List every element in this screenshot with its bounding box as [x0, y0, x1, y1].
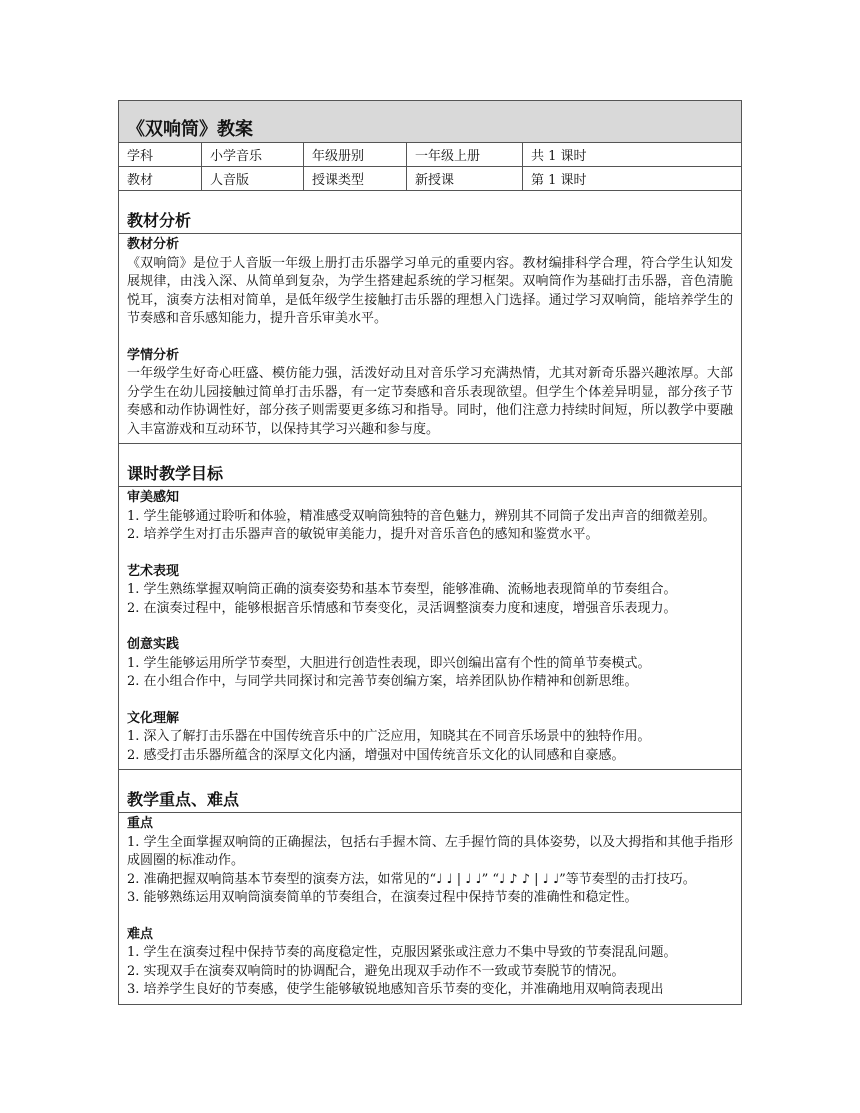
total-periods: 共 1 课时: [523, 143, 742, 167]
subject-value: 小学音乐: [202, 143, 304, 167]
goal-item: 1. 学生能够通过聆听和体验，精准感受双响筒独特的音色魅力，辨别其不同筒子发出声音的细微差别。: [127, 508, 716, 524]
keypoint-item: 3. 能够熟练运用双响筒演奏简单的节奏组合，在演奏过程中保持节奏的准确性和稳定性。: [127, 890, 638, 905]
goal-group-title: 艺术表现: [127, 563, 180, 579]
analysis-body: [119, 234, 742, 444]
difficulty-item: 2. 实现双手在演奏双响筒时的协调配合，避免出现双手动作不一致或节奏脱节的情况。: [127, 963, 625, 979]
info-row-2: [119, 167, 742, 191]
keypoint-group-title: 重点: [127, 816, 154, 831]
goal-item: 1. 学生熟练掌握双响筒正确的演奏姿势和基本节奏型，能够准确、流畅地表现简单的节奏组合。: [127, 582, 677, 597]
keypoints-heading: 教学重点、难点: [119, 770, 742, 813]
goal-item: 1. 学生能够运用所学节奏型，大胆进行创造性表现，即兴创编出富有个性的简单节奏模式。: [127, 655, 651, 671]
lesson-plan-sheet: [118, 100, 741, 1005]
document-title: 《双响筒》教案: [119, 101, 742, 143]
grade-value: 一年级上册: [407, 143, 523, 167]
goal-item: 2. 培养学生对打击乐器声音的敏锐审美能力，提升对音乐音色的感知和鉴赏水平。: [127, 527, 599, 542]
goal-item: 2. 感受打击乐器所蕴含的深厚文化内涵，增强对中国传统音乐文化的认同感和自豪感。: [127, 747, 625, 763]
keypoint-item: 2. 准确把握双响筒基本节奏型的演奏方法，如常见的“♩ ♩ | ♩ ♩” “♩ ♪ ♪ | ♩ ♩”等节奏型的击打技巧。: [127, 871, 696, 887]
material-analysis-text: 《双响筒》是位于人音版一年级上册打击乐器学习单元的重要内容。教材编排科学合理，符合学生认知发展规律，由浅入深、从简单到复杂，为学生搭建起系统的学习框架。双响筒作为基础打击乐器，音色清脆悦耳，演奏方法相对简单，是低年级学生接触打击乐器的理想入门选择。通过学习双响筒，能培养学生的节奏感和音乐感知能力，提升音乐审美水平。: [127, 255, 734, 326]
textbook-label: 教材: [119, 167, 202, 191]
goal-item: 2. 在小组合作中，与同学共同探讨和完善节奏创编方案，培养团队协作精神和创新思维。: [127, 674, 638, 689]
goal-group-title: 文化理解: [127, 710, 180, 726]
difficulty-item: 3. 培养学生良好的节奏感，使学生能够敏锐地感知音乐节奏的变化，并准确地用双响筒表现出: [127, 982, 664, 997]
current-period: 第 1 课时: [523, 167, 742, 191]
goals-body: [119, 487, 742, 770]
subject-label: 学科: [119, 143, 202, 167]
difficulty-item: 1. 学生在演奏过程中保持节奏的高度稳定性，克服因紧张或注意力不集中导致的节奏混乱问题。: [127, 945, 677, 960]
keypoints-body: [119, 813, 742, 1005]
goal-group-title: 审美感知: [127, 490, 180, 505]
goals-heading: 课时教学目标: [119, 444, 742, 487]
goal-group-title: 创意实践: [127, 637, 180, 652]
learner-analysis-title: 学情分析: [127, 347, 180, 363]
grade-label: 年级册别: [304, 143, 407, 167]
goal-item: 1. 深入了解打击乐器在中国传统音乐中的广泛应用，知晓其在不同音乐场景中的独特作用。: [127, 729, 651, 744]
textbook-value: 人音版: [202, 167, 304, 191]
difficulty-group-title: 难点: [127, 926, 154, 942]
goal-item: 2. 在演奏过程中，能够根据音乐情感和节奏变化，灵活调整演奏力度和速度，增强音乐表现力。: [127, 600, 677, 616]
learner-analysis-text: 一年级学生好奇心旺盛、模仿能力强，活泼好动且对音乐学习充满热情，尤其对新奇乐器兴趣浓厚。大部分学生在幼儿园接触过简单打击乐器，有一定节奏感和音乐表现欲望。但学生个体差异明显，部分孩子节奏感和动作协调性好，部分孩子则需要更多练习和指导。同时，他们注意力持续时间短，所以教学中要融入丰富游戏和互动环节，以保持其学习兴趣和参与度。: [127, 366, 734, 437]
analysis-heading: 教材分析: [119, 191, 742, 234]
lesson-plan-table: [118, 100, 742, 1005]
lesson-type-label: 授课类型: [304, 167, 407, 191]
material-analysis-title: 教材分析: [127, 237, 180, 252]
info-row-1: [119, 143, 742, 167]
keypoint-item: 1. 学生全面掌握双响筒的正确握法，包括右手握木筒、左手握竹筒的具体姿势，以及大拇指和其他手指形成圆圈的标准动作。: [127, 834, 734, 868]
lesson-type-value: 新授课: [407, 167, 523, 191]
